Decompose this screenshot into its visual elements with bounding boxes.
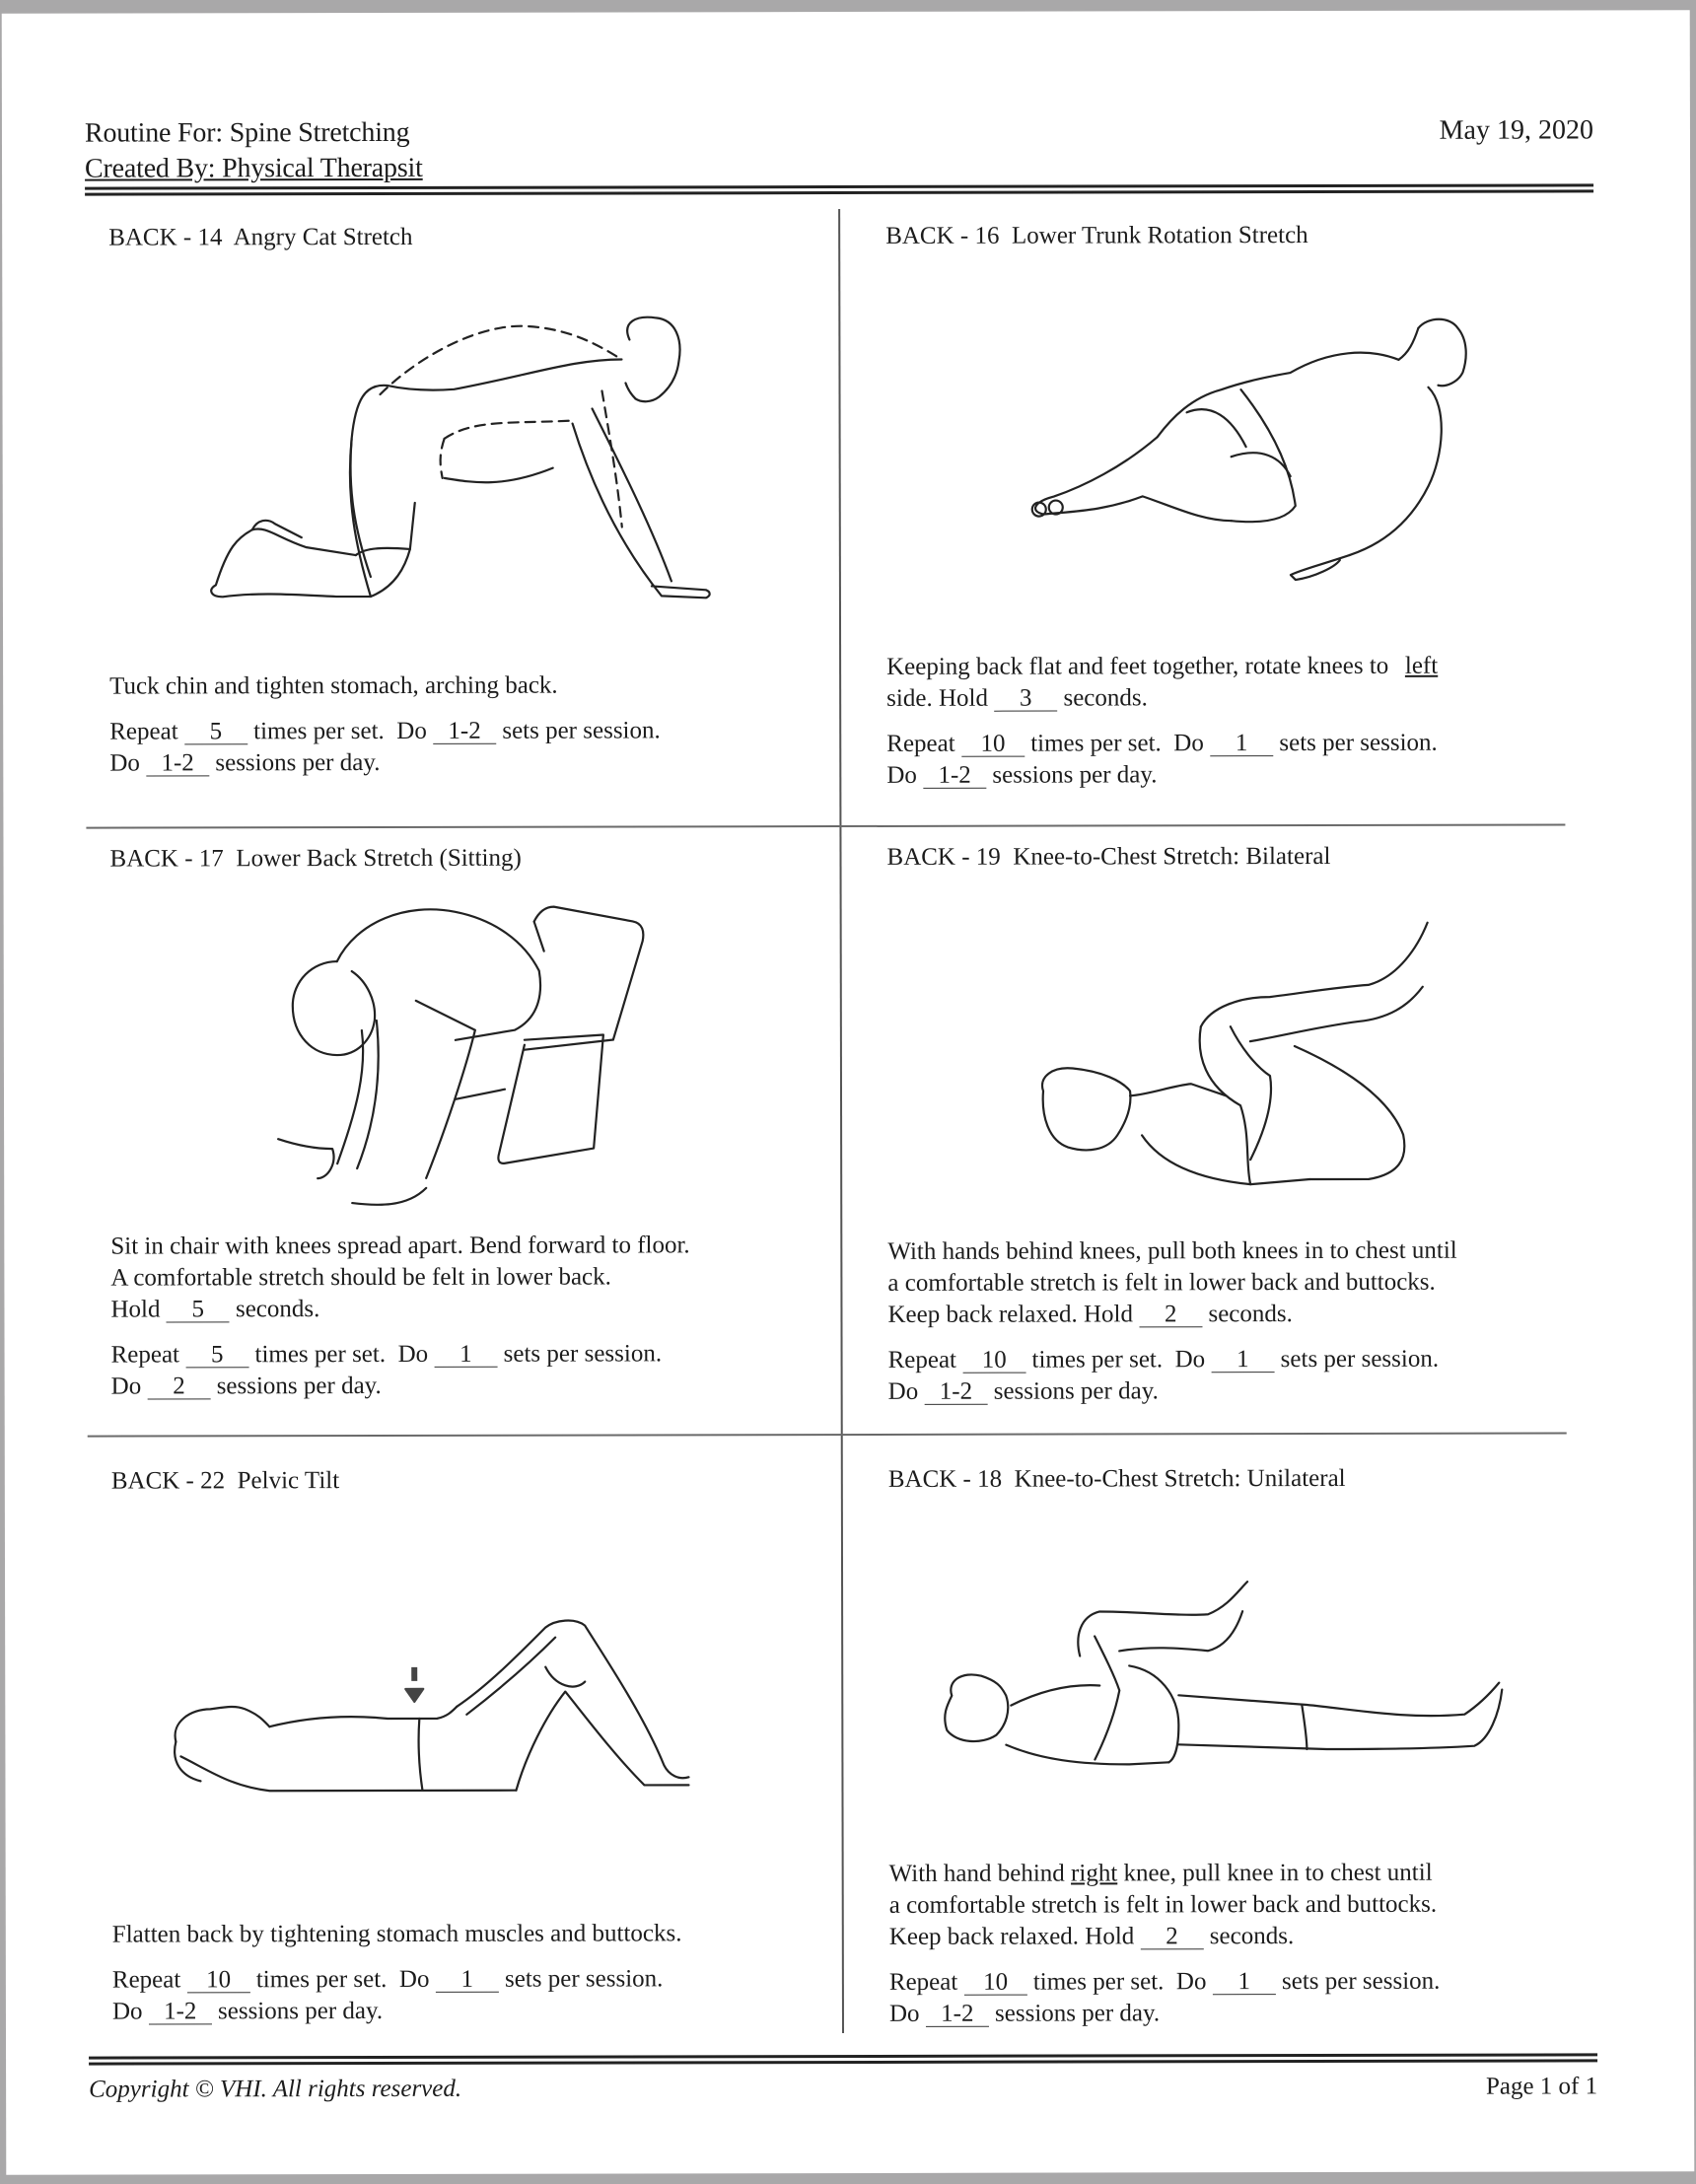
exercise-title: BACK - 14 Angry Cat Stretch (108, 223, 413, 251)
sessions-value: 1-2 (923, 764, 986, 789)
created-by: Created By: Physical Therapsit (85, 152, 423, 184)
sets-value: 1 (1213, 1970, 1276, 1995)
copyright-notice: Copyright © VHI. All rights reserved. (89, 2075, 462, 2103)
exercise-title: BACK - 22 Pelvic Tilt (110, 1467, 340, 1495)
sessions-value: 1-2 (146, 751, 209, 776)
repeat-value: 10 (962, 1349, 1025, 1374)
side-value: right (1071, 1860, 1118, 1887)
page-header (85, 112, 1593, 186)
page-number: Page 1 of 1 (1485, 2073, 1598, 2100)
exercise-card-back-17 (109, 842, 840, 1426)
exercise-card-back-22 (111, 1464, 842, 2048)
hold-value: 5 (167, 1298, 230, 1322)
exercise-instructions: Flatten back by tightening stomach muscles and buttocks. Repeat 10 times per set. Do 1 sets per session. Do 1-2 sessions per day. (112, 1918, 822, 2028)
exercise-instructions: With hands behind knees, pull both knees in to chest until a comfortable stretch is felt in lower back and buttocks. Keep back relaxed. Hold 2 seconds. Repeat 10 times per set. Do 1 sets per session. Do 1-2 sessions per day. (887, 1234, 1597, 1408)
dosage: Repeat 5 times per set. Do 1 sets per session. Do 2 sessions per day. (110, 1340, 663, 1400)
side-value: left (1404, 652, 1439, 679)
exercise-card-back-16 (885, 219, 1616, 812)
footer-divider (89, 2053, 1597, 2065)
exercise-card-back-19 (886, 840, 1617, 1424)
sets-value: 1 (434, 1343, 497, 1368)
exercise-title: BACK - 17 Lower Back Stretch (Sitting) (109, 844, 522, 873)
exercise-card-back-14 (108, 221, 839, 814)
bilateral-knee-to-chest-illustration (1014, 898, 1468, 1215)
exercise-title: BACK - 19 Knee-to-Chest Stretch: Bilateral (886, 842, 1331, 871)
exercise-title: BACK - 16 Lower Trunk Rotation Stretch (885, 222, 1308, 249)
pelvic-tilt-illustration (151, 1597, 782, 1805)
hold-value: 2 (1139, 1303, 1202, 1327)
repeat-value: 10 (961, 733, 1025, 757)
header-divider (85, 183, 1593, 195)
dosage: Repeat 10 times per set. Do 1 sets per session. Do 1-2 sessions per day. (886, 729, 1438, 789)
sets-value: 1-2 (433, 720, 496, 744)
exercise-title: BACK - 18 Knee-to-Chest Stretch: Unilateral (887, 1464, 1346, 1493)
dosage: Repeat 5 times per set. Do 1-2 sets per session. Do 1-2 sessions per day. (109, 717, 661, 777)
exercise-instructions: Keeping back flat and feet together, rotate knees to left side. Hold 3 seconds. Repeat 10 times per set. Do 1 sets per session. Do 1-2 sessions per day. (886, 650, 1596, 792)
repeat-value: 5 (184, 720, 247, 744)
dosage: Repeat 10 times per set. Do 1 sets per session. Do 1-2 sessions per day. (888, 1967, 1441, 2027)
dosage: Repeat 10 times per set. Do 1 sets per session. Do 1-2 sessions per day. (111, 1965, 664, 2025)
dosage: Repeat 10 times per set. Do 1 sets per session. Do 1-2 sessions per day. (887, 1345, 1440, 1405)
sessions-value: 1-2 (926, 2003, 989, 2027)
repeat-value: 10 (187, 1968, 250, 1993)
seated-stretch-illustration (258, 891, 673, 1228)
sessions-value: 2 (147, 1374, 210, 1399)
repeat-value: 10 (964, 1971, 1027, 1996)
exercise-instructions: Tuck chin and tighten stomach, arching back. Repeat 5 times per set. Do 1-2 sets per session. Do 1-2 sessions per day. (109, 669, 819, 780)
exercise-card-back-18 (888, 1462, 1619, 2046)
sets-value: 1 (1210, 732, 1273, 756)
sessions-value: 1-2 (149, 2000, 212, 2024)
exercise-instructions: Sit in chair with knees spread apart. Bend forward to floor. A comfortable stretch should be felt in lower back. Hold 5 seconds. Repeat 5 times per set. Do 1 sets per session. Do 2 sessions per day. (110, 1230, 820, 1403)
header-date: May 19, 2020 (1439, 114, 1593, 146)
hold-value: 2 (1141, 1925, 1204, 1949)
angry-cat-illustration (158, 300, 790, 616)
routine-title: Routine For: Spine Stretching (84, 116, 410, 149)
row-divider-1 (86, 823, 1565, 828)
repeat-value: 5 (185, 1343, 248, 1368)
unilateral-knee-to-chest-illustration (912, 1557, 1544, 1795)
sessions-value: 1-2 (924, 1380, 987, 1405)
exercise-sheet-page (2, 10, 1695, 2175)
exercise-instructions: With hand behind right knee, pull knee in to chest until a comfortable stretch is felt in lower back and buttocks. Keep back relaxed. Hold 2 seconds. Repeat 10 times per set. Do 1 sets per session. Do 1-2 sessions per day. (889, 1857, 1599, 2030)
page-footer (89, 2071, 1597, 2105)
trunk-rotation-illustration (994, 299, 1508, 596)
hold-value: 3 (994, 687, 1057, 712)
row-divider-2 (88, 1432, 1567, 1437)
sets-value: 1 (436, 1968, 499, 1993)
sets-value: 1 (1211, 1348, 1274, 1373)
